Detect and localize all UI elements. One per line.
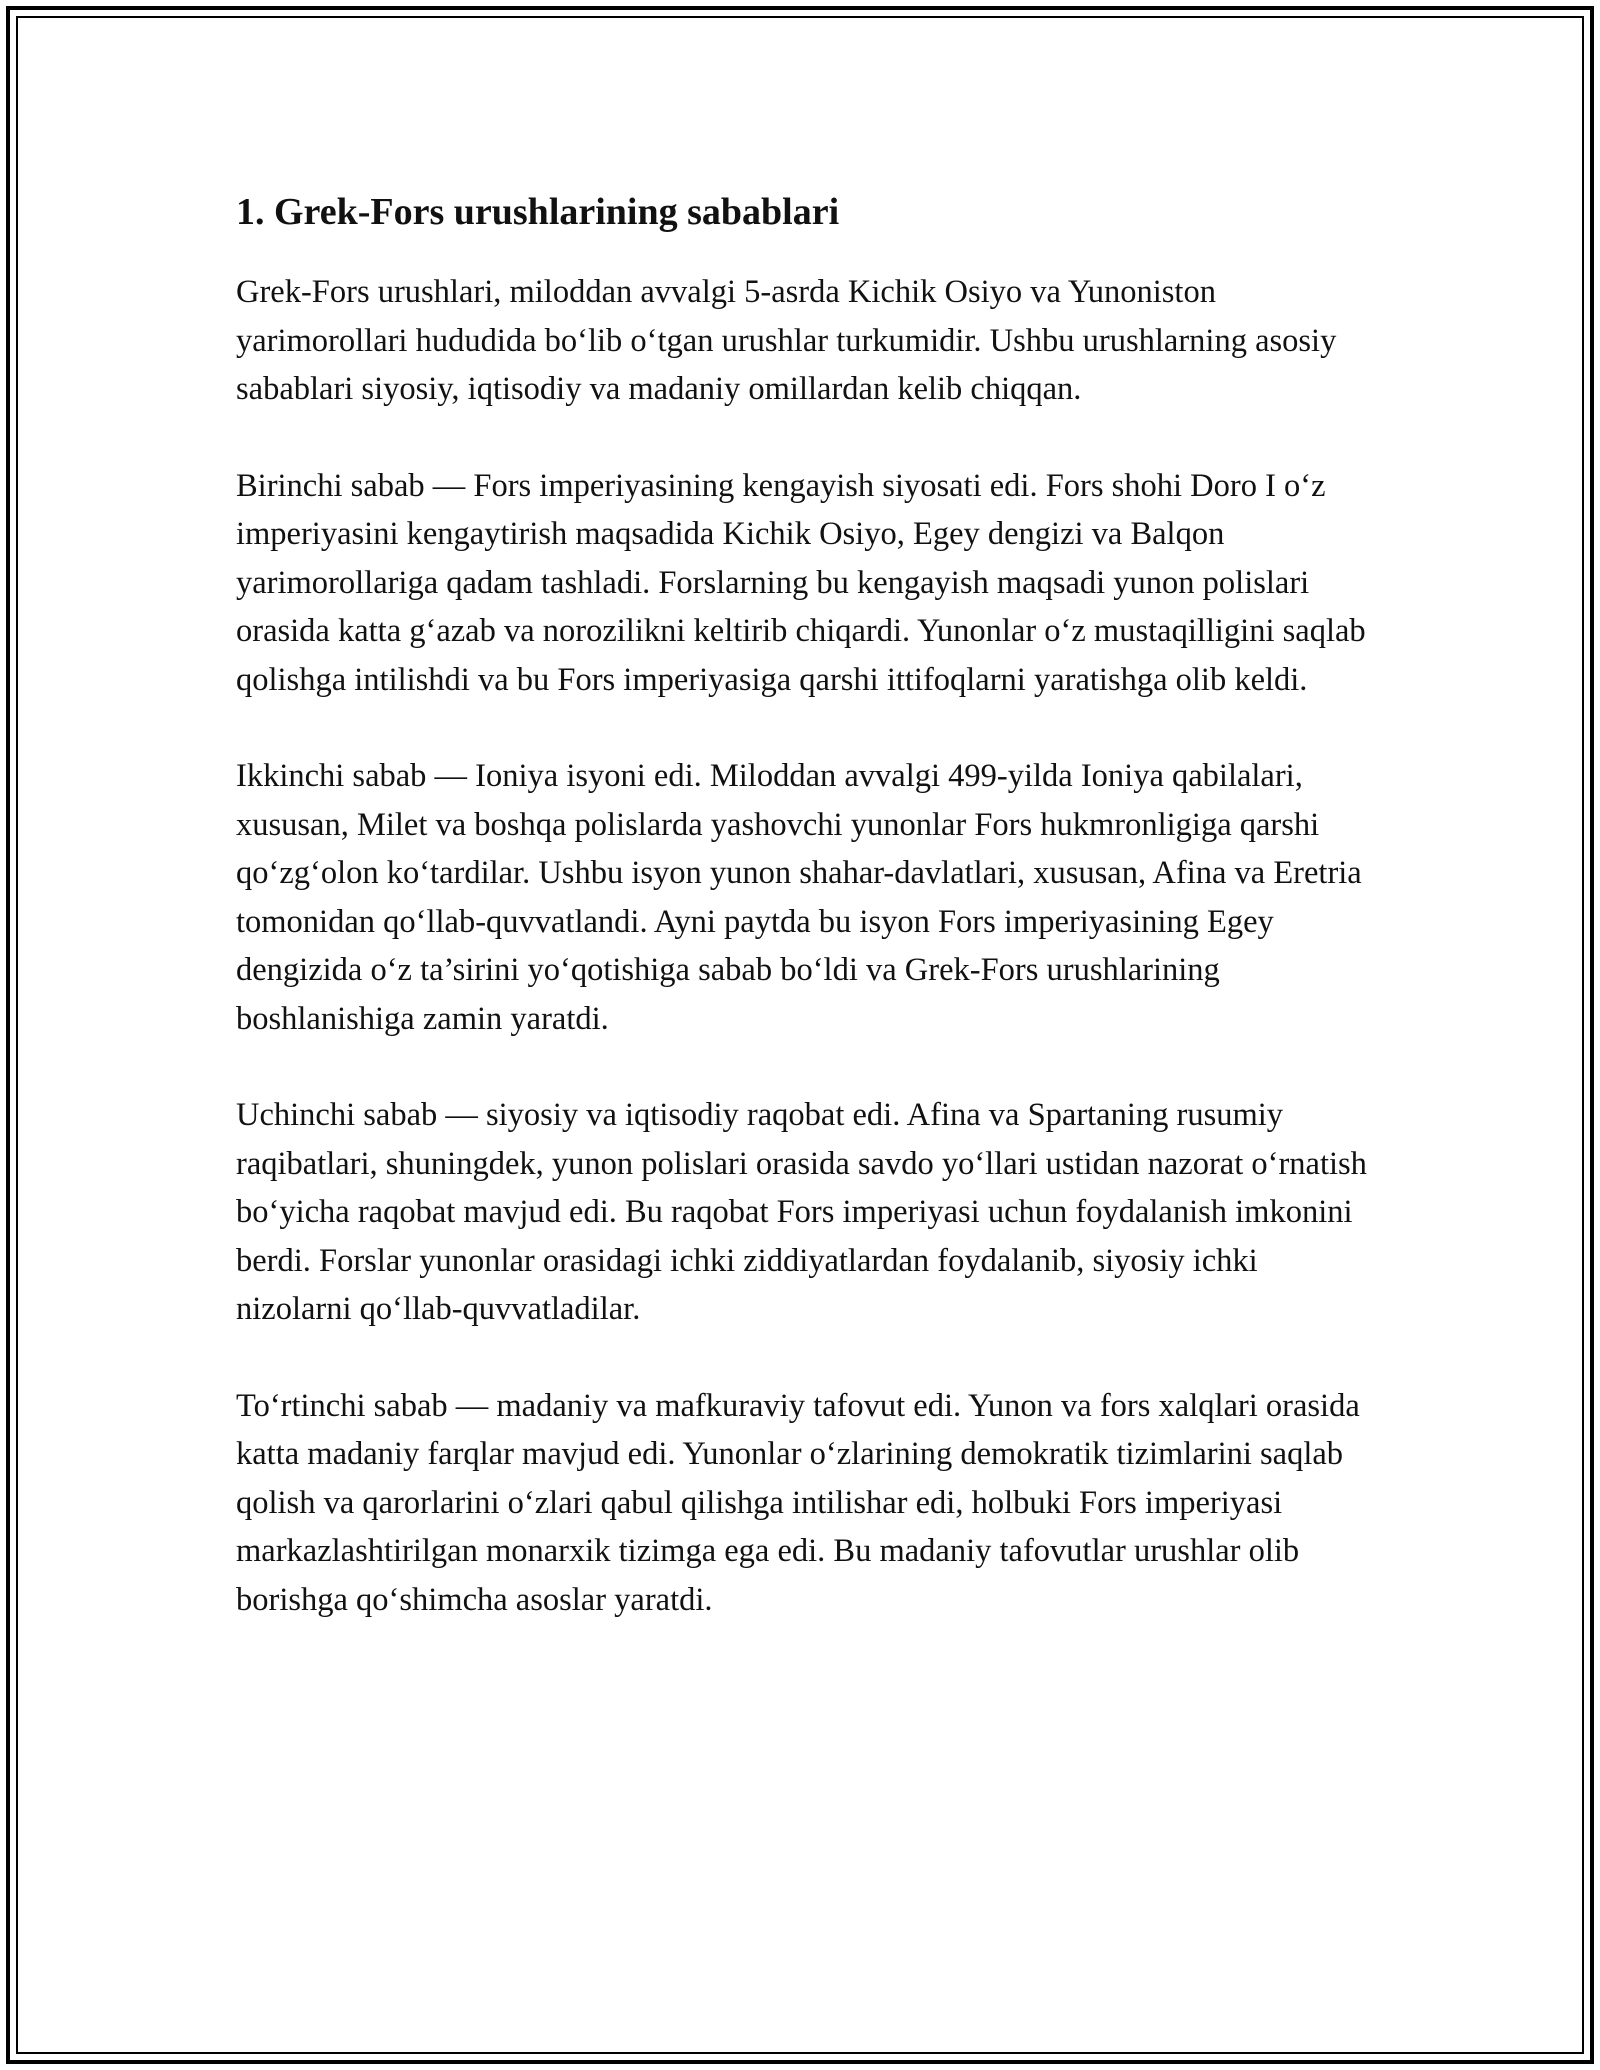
paragraph-third-cause: Uchinchi sabab — siyosiy va iqtisodiy raqobat edi. Afina va Spartaning rusumiy raqibatlari, shuningdek, yunon polislari orasida savdo yo‘llari ustidan nazorat o‘rnatish bo‘yicha raqobat mavjud edi. Bu raqobat Fors imperiyasi uchun foydalanish imkonini berdi. Forslar yunonlar orasidagi ichki ziddiyatlardan foydalanib, siyosiy ichki nizolarni qo‘llab-quvvatladilar. (236, 1097, 1367, 1327)
paragraph-first-cause: Birinchi sabab — Fors imperiyasining kengayish siyosati edi. Fors shohi Doro I o‘z imperiyasini kengaytirish maqsadida Kichik Osiyo, Egey dengizi va Balqon yarimorollariga qadam tashladi. Forslarning bu kengayish maqsadi yunon polislari orasida katta g‘azab va norozilikni keltirib chiqardi. Yunonlar o‘z mustaqilligini saqlab qolishga intilishdi va bu Fors imperiyasiga qarshi ittifoqlarni yaratishga olib keldi. (236, 467, 1366, 698)
document-page (236, 186, 1376, 1672)
paragraph-intro: Grek-Fors urushlari, miloddan avvalgi 5-asrda Kichik Osiyo va Yunoniston yarimorollari hududida bo‘lib o‘tgan urushlar turkumidir. Ushbu urushlarning asosiy sabablari siyosiy, iqtisodiy va madaniy omillardan kelib chiqqan. (236, 274, 1337, 407)
section-title: 1. Grek-Fors urushlarining sabablari (236, 191, 840, 233)
paragraph-second-cause: Ikkinchi sabab — Ioniya isyoni edi. Miloddan avvalgi 499-yilda Ioniya qabilalari, xususan, Milet va boshqa polislarda yashovchi yunonlar Fors hukmronligiga qarshi qo‘zg‘olon ko‘tardilar. Ushbu isyon yunon shahar-davlatlari, xususan, Afina va Eretria tomonidan qo‘llab-quvvatlandi. Ayni paytda bu isyon Fors imperiyasining Egey dengizida o‘z ta’sirini yo‘qotishiga sabab bo‘ldi va Grek-Fors urushlarining boshlanishiga zamin yaratdi. (236, 758, 1362, 1037)
paragraph-fourth-cause: To‘rtinchi sabab — madaniy va mafkuraviy tafovut edi. Yunon va fors xalqlari orasida katta madaniy farqlar mavjud edi. Yunonlar o‘zlarining demokratik tizimlarini saqlab qolish va qarorlarini o‘zlari qabul qilishga intilishar edi, holbuki Fors imperiyasi markazlashtirilgan monarxik tizimga ega edi. Bu madaniy tafovutlar urushlar olib borishga qo‘shimcha asoslar yaratdi. (236, 1387, 1360, 1618)
